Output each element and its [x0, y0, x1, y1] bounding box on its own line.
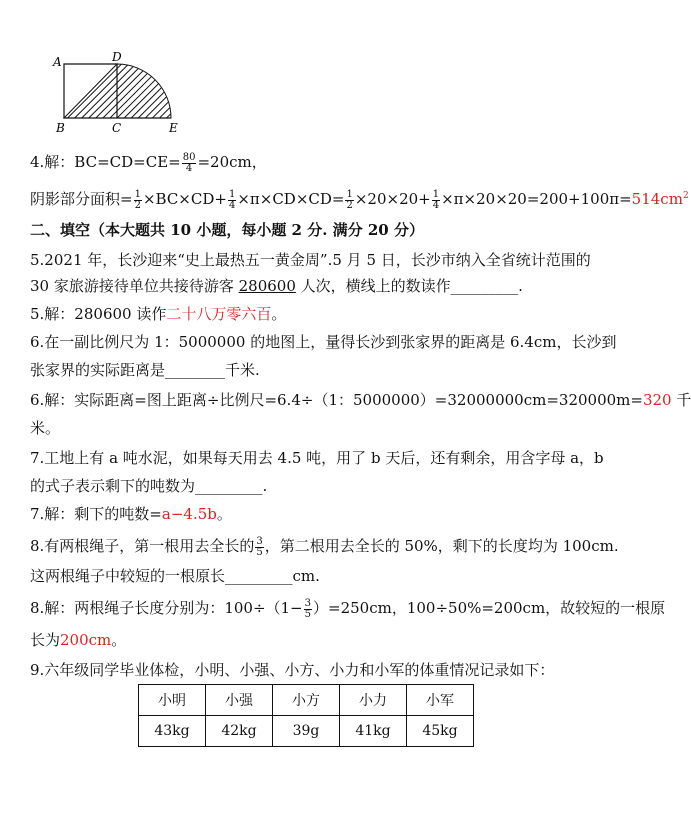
q4-text: ×π×CD×CD= — [237, 190, 345, 208]
fraction-denominator: 5 — [256, 546, 263, 558]
q4-solution-line1 — [30, 152, 267, 174]
q4-text: 阴影部分面积= — [30, 190, 133, 208]
fraction-numerator: 3 — [256, 535, 263, 547]
fraction-half — [134, 190, 142, 211]
fraction-denominator: 2 — [134, 199, 141, 211]
table-row — [139, 716, 474, 747]
shaded-triangle — [64, 64, 117, 118]
fraction-numerator: 80 — [182, 151, 196, 163]
q8-line2: 这两根绳子中较短的一根原长_________cm. — [30, 567, 320, 585]
q4-text: ×π×20×20=200+100π= — [441, 190, 632, 208]
fraction-half — [345, 190, 353, 211]
q8-text: 。 — [111, 631, 127, 649]
table-cell: 41kg — [340, 716, 407, 747]
label-a: A — [53, 55, 62, 69]
q8-text: ，第二根用去全长的 50%，剩下的长度均为 100cm. — [264, 537, 619, 555]
q8-answer: 200cm — [60, 631, 112, 649]
q6-solution — [30, 390, 691, 410]
table-header-cell: 小方 — [273, 685, 340, 716]
q6-text: 6.解：实际距离=图上距离÷比例尺=6.4÷（1：5000000）=32000000cm=320000m= — [30, 391, 643, 409]
fraction-three-fifths — [304, 599, 312, 620]
q5-underlined-number: 280600 — [238, 277, 296, 295]
q8-text: 8.有两根绳子，第一根用去全长的 — [30, 537, 255, 555]
q5-line2 — [30, 276, 523, 296]
q8-line1 — [30, 536, 619, 558]
q7-text: 7.解：剩下的吨数= — [30, 505, 162, 523]
q5-line1: 5.2021 年，长沙迎来“史上最热五一黄金周”.5 月 5 日，长沙市纳入全省统计范围的 — [30, 251, 591, 269]
fraction-numerator: 1 — [228, 188, 236, 200]
q4-text: 4.解：BC=CD=CE= — [30, 153, 181, 171]
table-cell: 45kg — [407, 716, 474, 747]
q5-text: 人次，横线上的数读作_________. — [295, 277, 523, 295]
fraction-denominator: 2 — [346, 199, 353, 211]
q4-solution-line2 — [30, 186, 689, 211]
geometry-figure — [48, 52, 198, 136]
fraction-three-fifths — [255, 537, 263, 558]
q8-text: 8.解：两根绳子长度分别为：100÷（1− — [30, 599, 303, 617]
fraction-quarter — [228, 190, 236, 211]
q7-answer: a−4.5b — [161, 505, 217, 523]
table-cell: 42kg — [206, 716, 273, 747]
fraction-numerator: 3 — [304, 597, 311, 609]
q9-line1: 9.六年级同学毕业体检，小明、小强、小方、小力和小军的体重情况记录如下： — [30, 661, 555, 679]
q5-text: 5.解：280600 读作 — [30, 305, 167, 323]
q6-text: 千 — [671, 391, 691, 409]
q5-answer: 二十八万零六百 — [166, 305, 272, 323]
q6-line1: 6.在一副比例尺为 1：5000000 的地图上，量得长沙到张家界的距离是 6.4cm，长沙到 — [30, 333, 617, 351]
fraction-denominator: 4 — [432, 199, 440, 211]
q4-text: ×20×20+ — [354, 190, 431, 208]
q7-text: 。 — [216, 505, 232, 523]
q6-answer: 320 — [642, 391, 672, 409]
fraction-denominator: 5 — [304, 608, 311, 620]
q4-answer: 514cm — [631, 190, 683, 208]
q6-line2: 张家界的实际距离是________千米. — [30, 361, 260, 379]
fraction-numerator: 1 — [346, 188, 353, 200]
q7-line1: 7.工地上有 a 吨水泥，如果每天用去 4.5 吨，用了 b 天后，还有剩余，用含字母 a，b — [30, 449, 604, 467]
q7-solution — [30, 504, 232, 524]
q5-solution — [30, 304, 286, 324]
table-header-cell: 小明 — [139, 685, 206, 716]
fraction-80-4 — [182, 153, 197, 174]
table-cell: 43kg — [139, 716, 206, 747]
q7-line2: 的式子表示剩下的吨数为_________. — [30, 477, 268, 495]
shaded-quarter-circle — [117, 64, 171, 118]
fraction-denominator: 4 — [185, 162, 193, 174]
q5-text: 30 家旅游接待单位共接待游客 — [30, 277, 239, 295]
label-c: C — [112, 121, 122, 135]
fraction-numerator: 1 — [134, 188, 141, 200]
table-header-cell: 小力 — [340, 685, 407, 716]
q8-solution — [30, 598, 665, 620]
label-d: D — [112, 50, 122, 64]
weight-table — [138, 684, 474, 747]
q8-text: ）=250cm，100÷50%=200cm，故较短的一根原 — [313, 599, 666, 617]
table-row — [139, 685, 474, 716]
label-b: B — [56, 121, 65, 135]
q4-text: =20cm， — [197, 153, 267, 171]
fraction-denominator: 4 — [228, 199, 236, 211]
q4-text: ×BC×CD+ — [142, 190, 227, 208]
section-heading: 二、填空（本大题共 10 小题，每小题 2 分. 满分 20 分） — [30, 221, 424, 239]
table-header-cell: 小军 — [407, 685, 474, 716]
q6-solution-line2: 米。 — [30, 419, 61, 437]
q8-solution-line2 — [30, 630, 126, 650]
label-e: E — [169, 121, 178, 135]
table-cell: 39g — [273, 716, 340, 747]
fraction-quarter — [432, 190, 440, 211]
q5-text: 。 — [271, 305, 287, 323]
table-header-cell: 小强 — [206, 685, 273, 716]
q4-answer-exponent: 2 — [682, 191, 689, 201]
fraction-numerator: 1 — [432, 188, 440, 200]
q8-text: 长为 — [30, 631, 61, 649]
